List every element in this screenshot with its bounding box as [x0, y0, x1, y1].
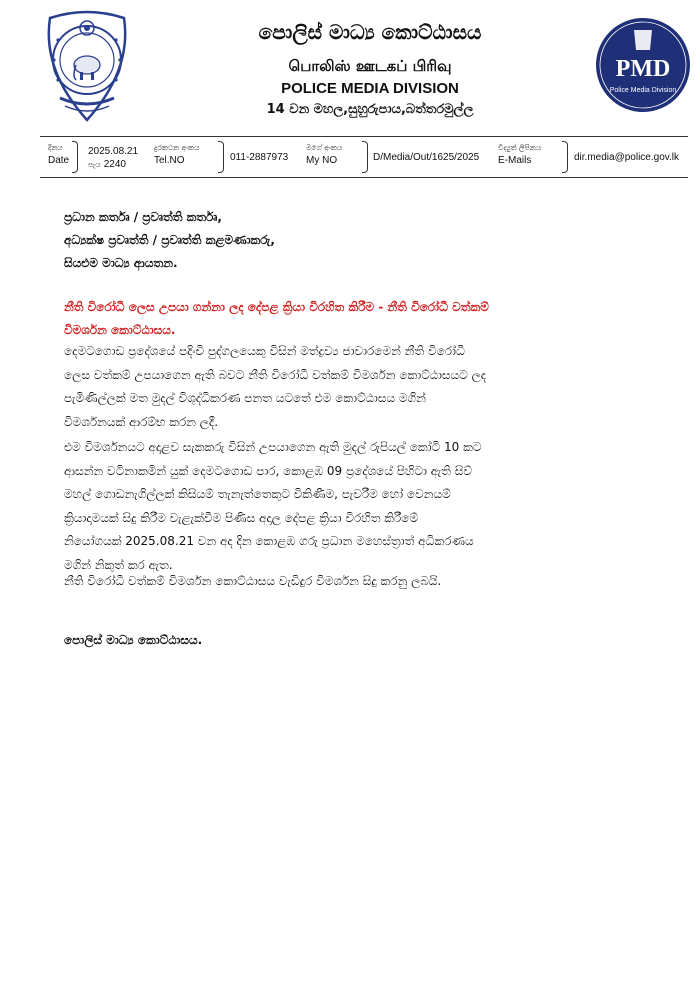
date-label-sinhala: දිනය: [48, 143, 63, 152]
email-label-sinhala: විද්‍යුත් ලිපිනය: [498, 143, 542, 152]
date-value: 2025.08.21: [88, 146, 139, 157]
subject-heading: [64, 296, 640, 342]
myno-label: [306, 141, 342, 167]
paragraph-line: විමර්ශනයක් ආරම්භ කරන ලදී.: [64, 414, 219, 429]
email-brace: [562, 141, 568, 173]
signature: පොලිස් මාධ්‍ය කොට්ඨාසය.: [64, 633, 203, 647]
myno-label-english: My NO: [306, 155, 338, 166]
addressee-line: ප්‍රධාන කර්තෘ / ප්‍රවෘත්ති කර්තෘ,: [64, 210, 222, 224]
tel-brace: [218, 141, 224, 173]
body-paragraph-3: [64, 570, 640, 594]
date-value-group: [88, 145, 138, 171]
address: 14 වන මහල,සුහුරුපාය,බත්තරමුල්ල: [266, 102, 474, 117]
addressee-line: අධ්‍යක්ෂ ප්‍රවෘත්ති / ප්‍රවෘත්ති කළමණාකරු,: [64, 233, 275, 247]
pmd-logo-text: PMD: [615, 56, 671, 82]
body-paragraph-1: [64, 340, 640, 434]
myno-label-sinhala: මගේ අංකය: [306, 143, 343, 152]
tel-label: [154, 141, 200, 167]
subject-line: නීති විරෝධී ලෙස උපයා ගන්නා ලද දේපළ ක්‍රියා විරහිත කිරීම - නීති විරෝධී වත්කම්: [64, 300, 489, 314]
title-tamil: பொலிஸ் ஊடகப் பிரிவு: [288, 57, 452, 75]
title-sinhala: පොලිස් මාධ්‍ය කොට්ඨාසය: [258, 20, 482, 44]
paragraph-line: ක්‍රියාදාමයක් සිදු කිරීම වැළැක්වීම පිණිස අදාල දේපළ ක්‍රියා විරහිත කිරීමේ: [64, 510, 419, 525]
paragraph-line: නියෝගයක් 2025.08.21 වන අද දින කොළඹ ගරු ප්‍රධාන මහෙස්ත්‍රාත් අධිකරණය: [64, 534, 474, 548]
title-english: POLICE MEDIA DIVISION: [281, 80, 459, 97]
paragraph-line: එම විමර්ශනයට අදාළව සැකකරු විසින් උපයාගෙන ඇති මුදල් රුපියල් කෝටි 10 කට: [64, 440, 482, 454]
email-label: [498, 141, 541, 167]
paragraph-line: ලෙස වත්කම් උපයාගෙන ඇති බවට නීති විරෝධී වත්කම් විමර්ශන කොට්ඨාසයට ලද: [64, 367, 487, 382]
myno-value: D/Media/Out/1625/2025: [373, 152, 480, 163]
pmd-logo: [594, 16, 692, 114]
paragraph-line: පැමිණිල්ලක් මත මුදල් විශුද්ධිකරණ පනත යටතේ එම කොට්ඨාසය මගින්: [64, 391, 426, 405]
time-value: 2240: [103, 159, 126, 170]
myno-brace: [362, 141, 368, 173]
paragraph-line: නීති විරෝධී වත්කම් විමර්ශන කොට්ඨාසය වැඩිදුර විමර්ශන සිදු කරනු ලබයි.: [64, 574, 442, 588]
pmd-logo-subtext: Police Media Division: [609, 87, 677, 94]
date-brace: [72, 141, 78, 173]
tel-value: 011-2887973: [230, 152, 289, 163]
date-label-english: Date: [48, 155, 70, 166]
date-label: [48, 141, 69, 167]
paragraph-line: මගින් නිකුත් කර ඇත.: [64, 557, 173, 572]
email-value: dir.media@police.gov.lk: [574, 152, 680, 163]
paragraph-line: මහල් ගොඩනැගිල්ලක් කිසියම් තැනැත්තෙකුට විකිණීම, පැවරීම හෝ වෙනයම්: [64, 487, 451, 501]
reference-info-bar: [40, 136, 688, 178]
addressee-line: සියළුම මාධ්‍ය ආයතන.: [64, 256, 178, 270]
subject-line: විමර්ශන කොට්ඨාසය.: [64, 323, 176, 337]
tel-label-sinhala: දුරකථන අංකය: [154, 143, 200, 152]
paragraph-line: ආසන්න වටිනාකමින් යුක් දෙමටගොඩ පාර, කොළඹ 09 ප්‍රදේශයේ පිහිටා ඇති සිව්: [64, 463, 472, 478]
email-label-english: E-Mails: [498, 155, 532, 166]
paragraph-line: දෙමටගොඩ ප්‍රදේශයේ පදිංචි පුද්ගලයෙකු විසින් මත්ද්‍රව්‍ය ජාවාරමෙන් නීති විරෝධී: [64, 344, 465, 358]
time-label-sinhala: පැය: [88, 160, 101, 169]
body-paragraph-2: [64, 436, 640, 577]
addressee-block: [64, 206, 640, 275]
tel-label-english: Tel.NO: [154, 155, 185, 166]
